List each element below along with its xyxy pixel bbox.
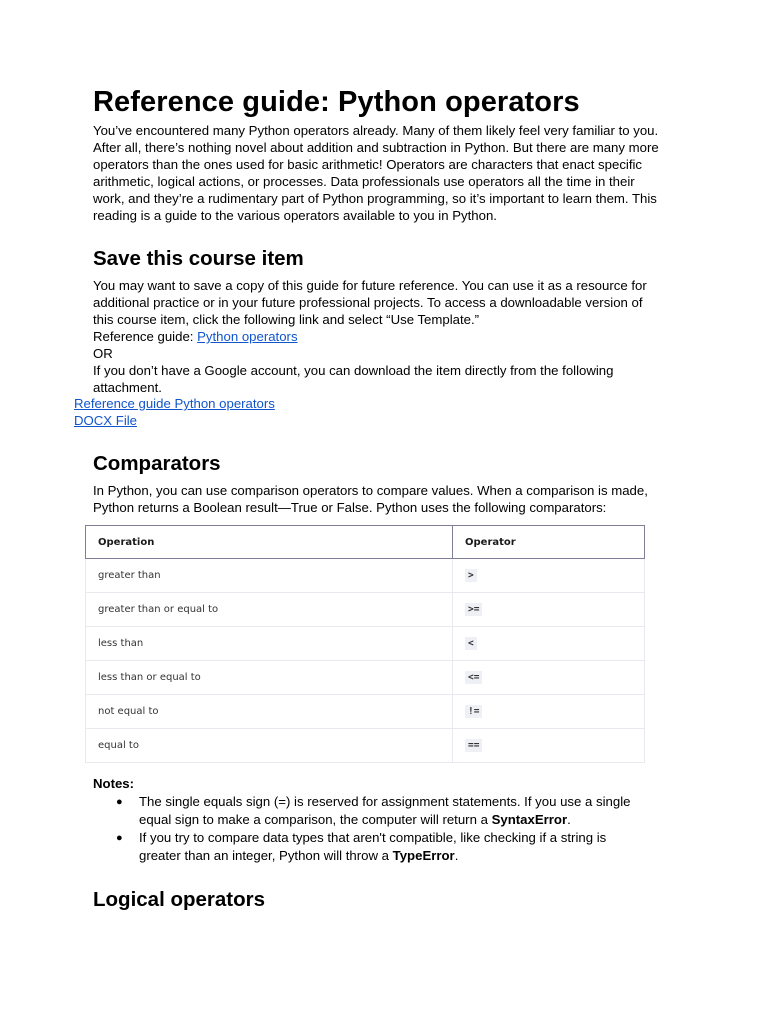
operation-cell: equal to <box>86 729 453 763</box>
table-row <box>86 627 645 661</box>
operation-cell: greater than or equal to <box>86 593 453 627</box>
notes-label: Notes: <box>93 776 135 791</box>
table-row <box>86 695 645 729</box>
table-header-row <box>86 526 645 559</box>
syntax-error-term: SyntaxError <box>491 812 568 827</box>
type-error-term: TypeError <box>392 848 455 863</box>
operation-cell: not equal to <box>86 695 453 729</box>
operator-cell: >= <box>453 593 645 627</box>
save-section-paragraph: You may want to save a copy of this guide for future reference. You can use it as a resource for additional practice or in your future professional projects. To access a downloadable version of this course item, click the following link and select “Use Template.” Reference guide: Python operators OR If you don’t have a Google account, you can download the item directly from the following attachment. <box>93 277 693 396</box>
page-title: Reference guide: Python operators <box>93 86 580 118</box>
table-row <box>86 661 645 695</box>
bullet-icon: ● <box>116 796 123 808</box>
notes-list <box>93 793 693 865</box>
table-row <box>86 729 645 763</box>
comparators-heading: Comparators <box>93 452 221 475</box>
operator-cell: < <box>453 627 645 661</box>
operation-cell: greater than <box>86 559 453 593</box>
operator-cell: == <box>453 729 645 763</box>
operator-cell: <= <box>453 661 645 695</box>
list-item: ● The single equals sign (=) is reserved for assignment statements. If you use a single equal sign to make a comparison, the computer will return a SyntaxError. <box>116 794 631 827</box>
comparators-table <box>85 525 645 763</box>
header-operator: Operator <box>453 526 645 559</box>
logical-operators-heading: Logical operators <box>93 888 266 911</box>
list-item: ● If you try to compare data types that aren't compatible, like checking if a string is greater than an integer, Python will throw a TypeError. <box>116 830 607 863</box>
header-operation: Operation <box>86 526 453 559</box>
python-operators-link[interactable]: Python operators <box>197 329 298 344</box>
intro-paragraph: You’ve encountered many Python operators already. Many of them likely feel very familiar to you. After all, there’s nothing novel about addition and subtraction in Python. But there are many more operators than the ones used for basic arithmetic! Operators are characters that enact specific arithmetic, logical actions, or processes. Data professionals use operators all the time in their work, and they’re a rudimentary part of Python programming, so it’s important to learn them. This reading is a guide to the various operators available to you in Python. <box>93 123 659 223</box>
attachment-link[interactable]: Reference guide Python operators <box>74 396 275 411</box>
table-row <box>86 593 645 627</box>
operation-cell: less than or equal to <box>86 661 453 695</box>
operator-cell: != <box>453 695 645 729</box>
attachment-type-link[interactable]: DOCX File <box>74 413 138 428</box>
bullet-icon: ● <box>116 832 123 844</box>
or-text: OR <box>93 346 113 361</box>
reference-line: Reference guide: Python operators <box>93 329 298 344</box>
table-row <box>86 559 645 593</box>
operation-cell: less than <box>86 627 453 661</box>
comparators-paragraph: In Python, you can use comparison operators to compare values. When a comparison is made, Python returns a Boolean result—True or False. Python uses the following comparators: <box>93 483 648 515</box>
operator-cell: > <box>453 559 645 593</box>
save-section-heading: Save this course item <box>93 247 304 270</box>
